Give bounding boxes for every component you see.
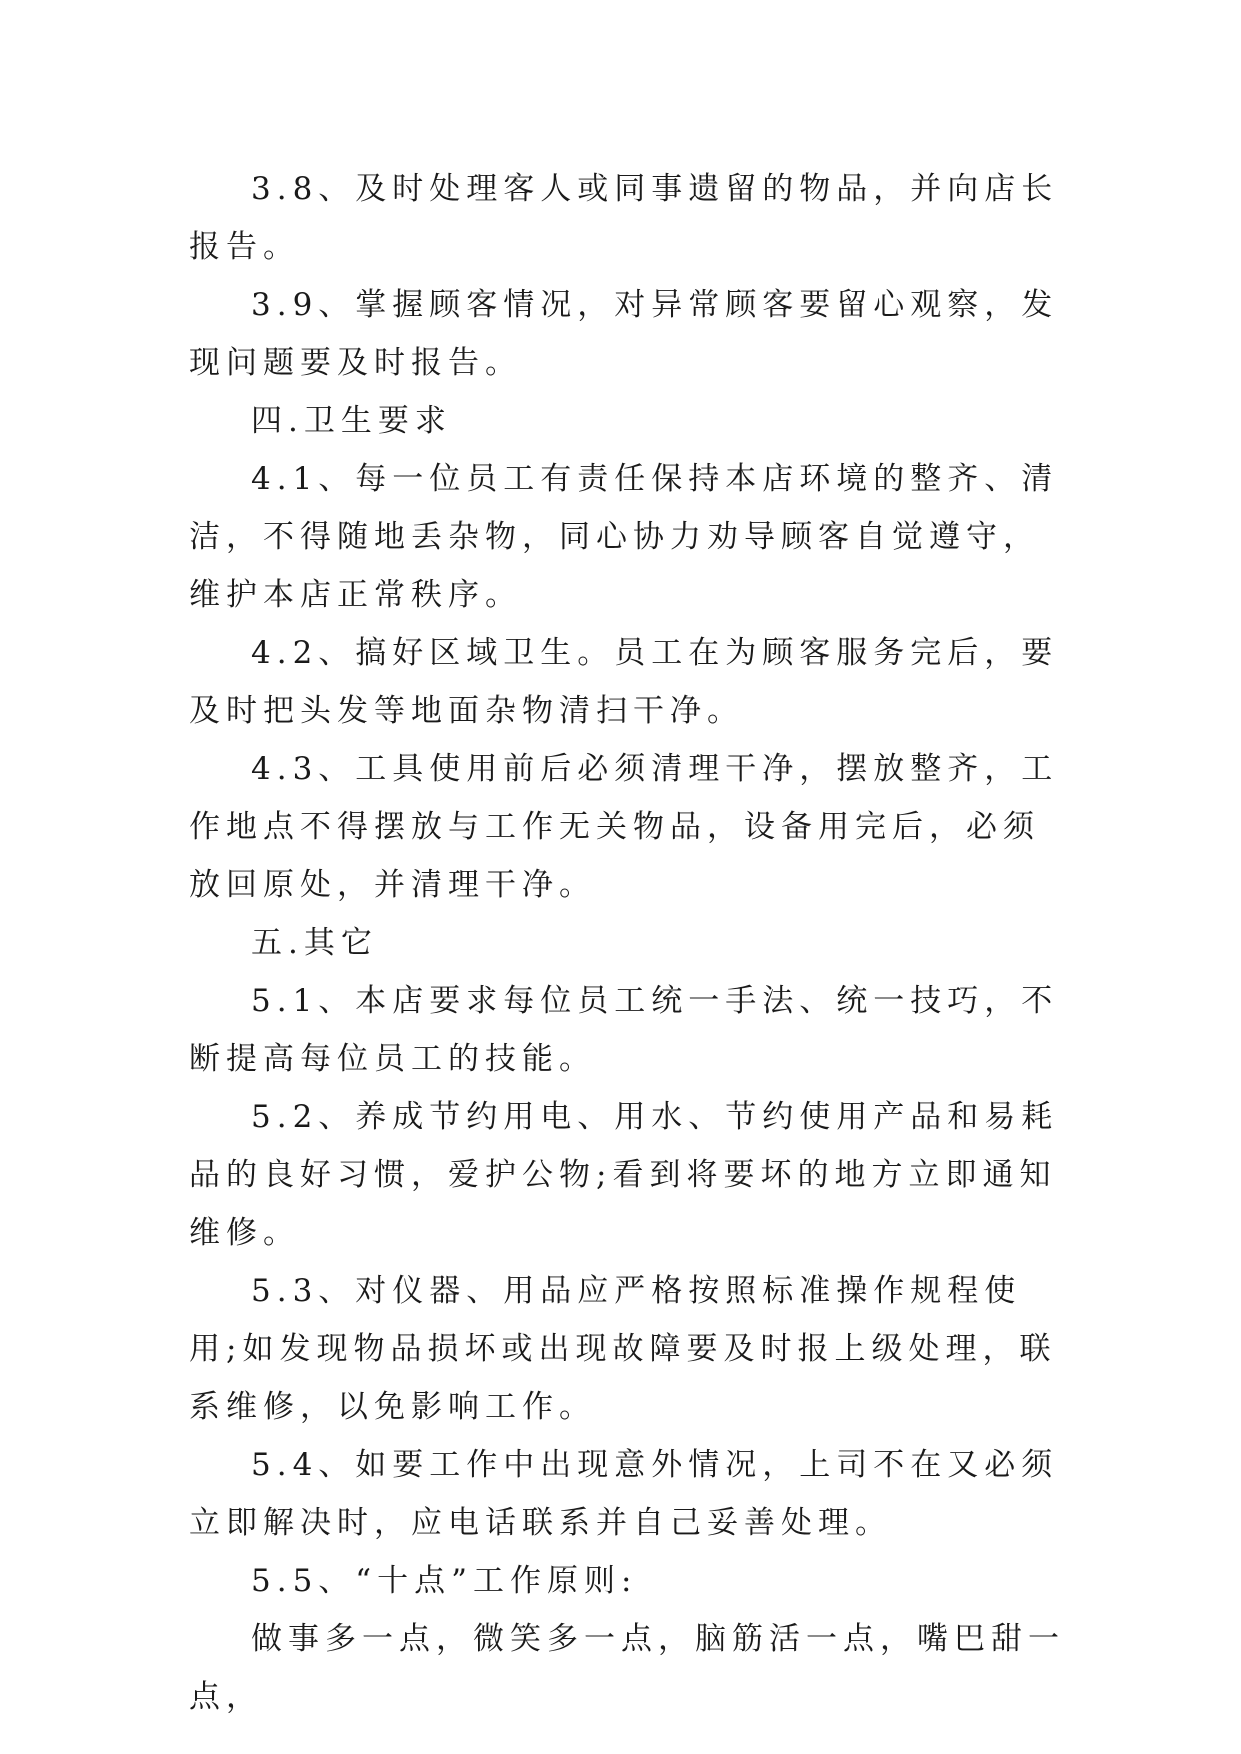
document-body bbox=[189, 160, 1069, 1726]
paragraph-5-4: 5.4、如要工作中出现意外情况，上司不在又必须立即解决时，应电话联系并自己妥善处理。 bbox=[189, 1447, 1059, 1541]
paragraph-4-3: 4.3、工具使用前后必须清理干净，摆放整齐，工作地点不得摆放与工作无关物品，设备用完后，必须放回原处，并清理干净。 bbox=[189, 751, 1059, 903]
section-heading-other: 五.其它 bbox=[251, 925, 378, 961]
paragraph-3-8: 3.8、及时处理客人或同事遗留的物品，并向店长报告。 bbox=[189, 171, 1059, 265]
paragraph-5-2: 5.2、养成节约用电、用水、节约使用产品和易耗品的良好习惯，爱护公物;看到将要坏的地方立即通知维修。 bbox=[189, 1099, 1059, 1251]
paragraph-5-1: 5.1、本店要求每位员工统一手法、统一技巧，不断提高每位员工的技能。 bbox=[189, 983, 1059, 1077]
section-heading-hygiene: 四.卫生要求 bbox=[251, 403, 452, 439]
paragraph-4-1: 4.1、每一位员工有责任保持本店环境的整齐、清洁，不得随地丢杂物，同心协力劝导顾客自觉遵守，维护本店正常秩序。 bbox=[189, 461, 1059, 613]
paragraph-ten-points: 做事多一点，微笑多一点，脑筋活一点，嘴巴甜一点， bbox=[189, 1621, 1065, 1715]
paragraph-5-5: 5.5、“十点”工作原则: bbox=[251, 1563, 638, 1599]
paragraph-3-9: 3.9、掌握顾客情况，对异常顾客要留心观察，发现问题要及时报告。 bbox=[189, 287, 1059, 381]
paragraph-4-2: 4.2、搞好区域卫生。员工在为顾客服务完后，要及时把头发等地面杂物清扫干净。 bbox=[189, 635, 1059, 729]
paragraph-5-3: 5.3、对仪器、用品应严格按照标准操作规程使用;如发现物品损坏或出现故障要及时报上级处理，联系维修，以免影响工作。 bbox=[189, 1273, 1057, 1425]
